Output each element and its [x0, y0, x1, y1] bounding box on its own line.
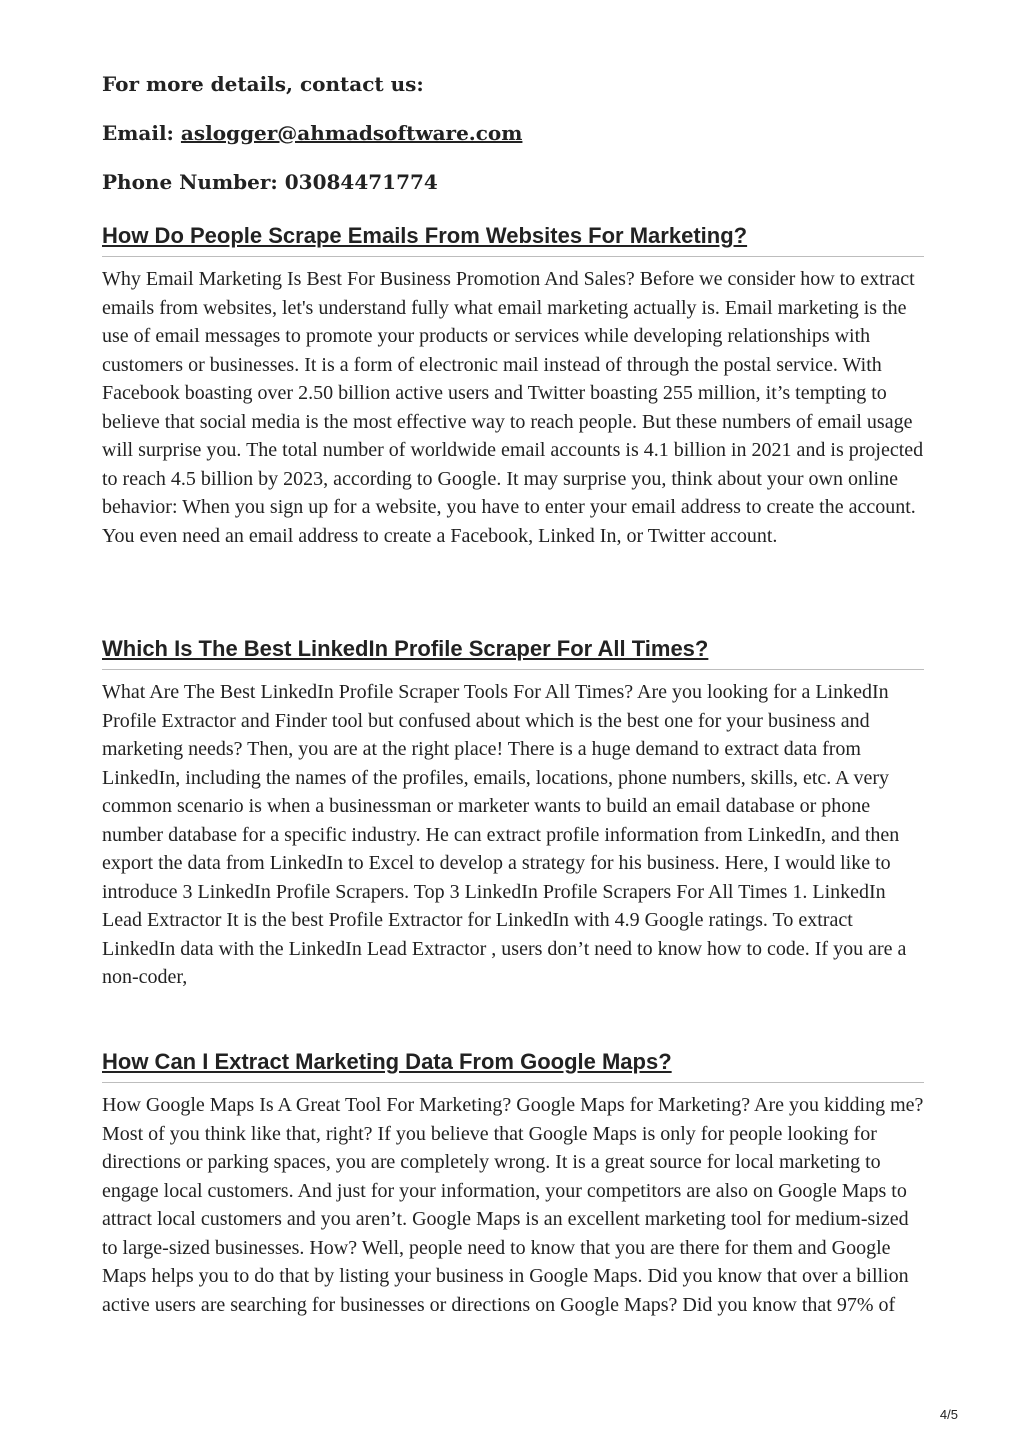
contact-intro-text: For more details, contact us: [102, 72, 424, 96]
section-excerpt: How Google Maps Is A Great Tool For Marketing? Google Maps for Marketing? Are you kidding me? Most of you think like that, right? If you believe that Google Maps is only for people looking for directions or parking spaces, you are completely wrong. It is a great source for local marketing to engage local customers. And just for your information, your competitors are also on Google Maps to attract local customers and you aren’t. Google Maps is an excellent marketing tool for medium-sized to large-sized businesses. How? Well, people need to know that you are there for them and Google Maps helps you to do that by listing your business in Google Maps. Did you know that over a billion active users are searching for businesses or directions on Google Maps? Did you know that 97% of [102, 1094, 924, 1316]
email-link[interactable]: aslogger@ahmadsoftware.com [180, 121, 523, 145]
contact-email [102, 119, 924, 147]
phone-label: Phone Number: [102, 170, 278, 194]
section-heading [102, 222, 924, 257]
page-number: 4/5 [939, 1407, 958, 1422]
email-label: Email: [102, 121, 174, 145]
section-excerpt: Why Email Marketing Is Best For Business Promotion And Sales? Before we consider how to extract emails from websites, let's understand fully what email marketing actually is. Email marketing is the use of email messages to promote your products or services while developing relationships with customers or businesses. It is a form of electronic mail instead of through the postal service. With Facebook boasting over 2.50 billion active users and Twitter boasting 255 million, it’s tempting to believe that social media is the most effective way to reach people. But these numbers of email usage will surprise you. The total number of worldwide email accounts is 4.1 billion in 2021 and is projected to reach 4.5 billion by 2023, according to Google. It may surprise you, think about your own online behavior: When you sign up for a website, you have to enter your email address to create the account. You even need an email address to create a Facebook, Linked In, or Twitter account. [102, 268, 924, 547]
article-section [102, 1048, 924, 1319]
section-heading [102, 635, 924, 670]
section-excerpt: What Are The Best LinkedIn Profile Scraper Tools For All Times? Are you looking for a LinkedIn Profile Extractor and Finder tool but confused about which is the best one for your business and marketing needs? Then, you are at the right place! There is a huge demand to extract data from LinkedIn, including the names of the profiles, emails, locations, phone numbers, skills, etc. A very common scenario is when a businessman or marketer wants to build an email database or phone number database for a specific industry. He can extract profile information from LinkedIn, and then export the data from LinkedIn to Excel to develop a strategy for his business. Here, I would like to introduce 3 LinkedIn Profile Scrapers. Top 3 LinkedIn Profile Scrapers For All Times 1. LinkedIn Lead Extractor It is the best Profile Extractor for LinkedIn with 4.9 Google ratings. To extract LinkedIn data with the LinkedIn Lead Extractor , users don’t need to know how to code. If you are a non-coder, [102, 681, 907, 988]
section-title-link[interactable]: How Do People Scrape Emails From Websites For Marketing? [102, 223, 748, 248]
article-section [102, 635, 924, 992]
contact-intro [102, 70, 924, 98]
contact-phone [102, 168, 924, 196]
section-title-link[interactable]: How Can I Extract Marketing Data From Google Maps? [102, 1049, 672, 1074]
article-section [102, 222, 924, 550]
section-title-link[interactable]: Which Is The Best LinkedIn Profile Scraper For All Times? [102, 636, 709, 661]
section-heading [102, 1048, 924, 1083]
phone-value: 03084471774 [284, 170, 438, 194]
document-page [102, 70, 924, 1316]
